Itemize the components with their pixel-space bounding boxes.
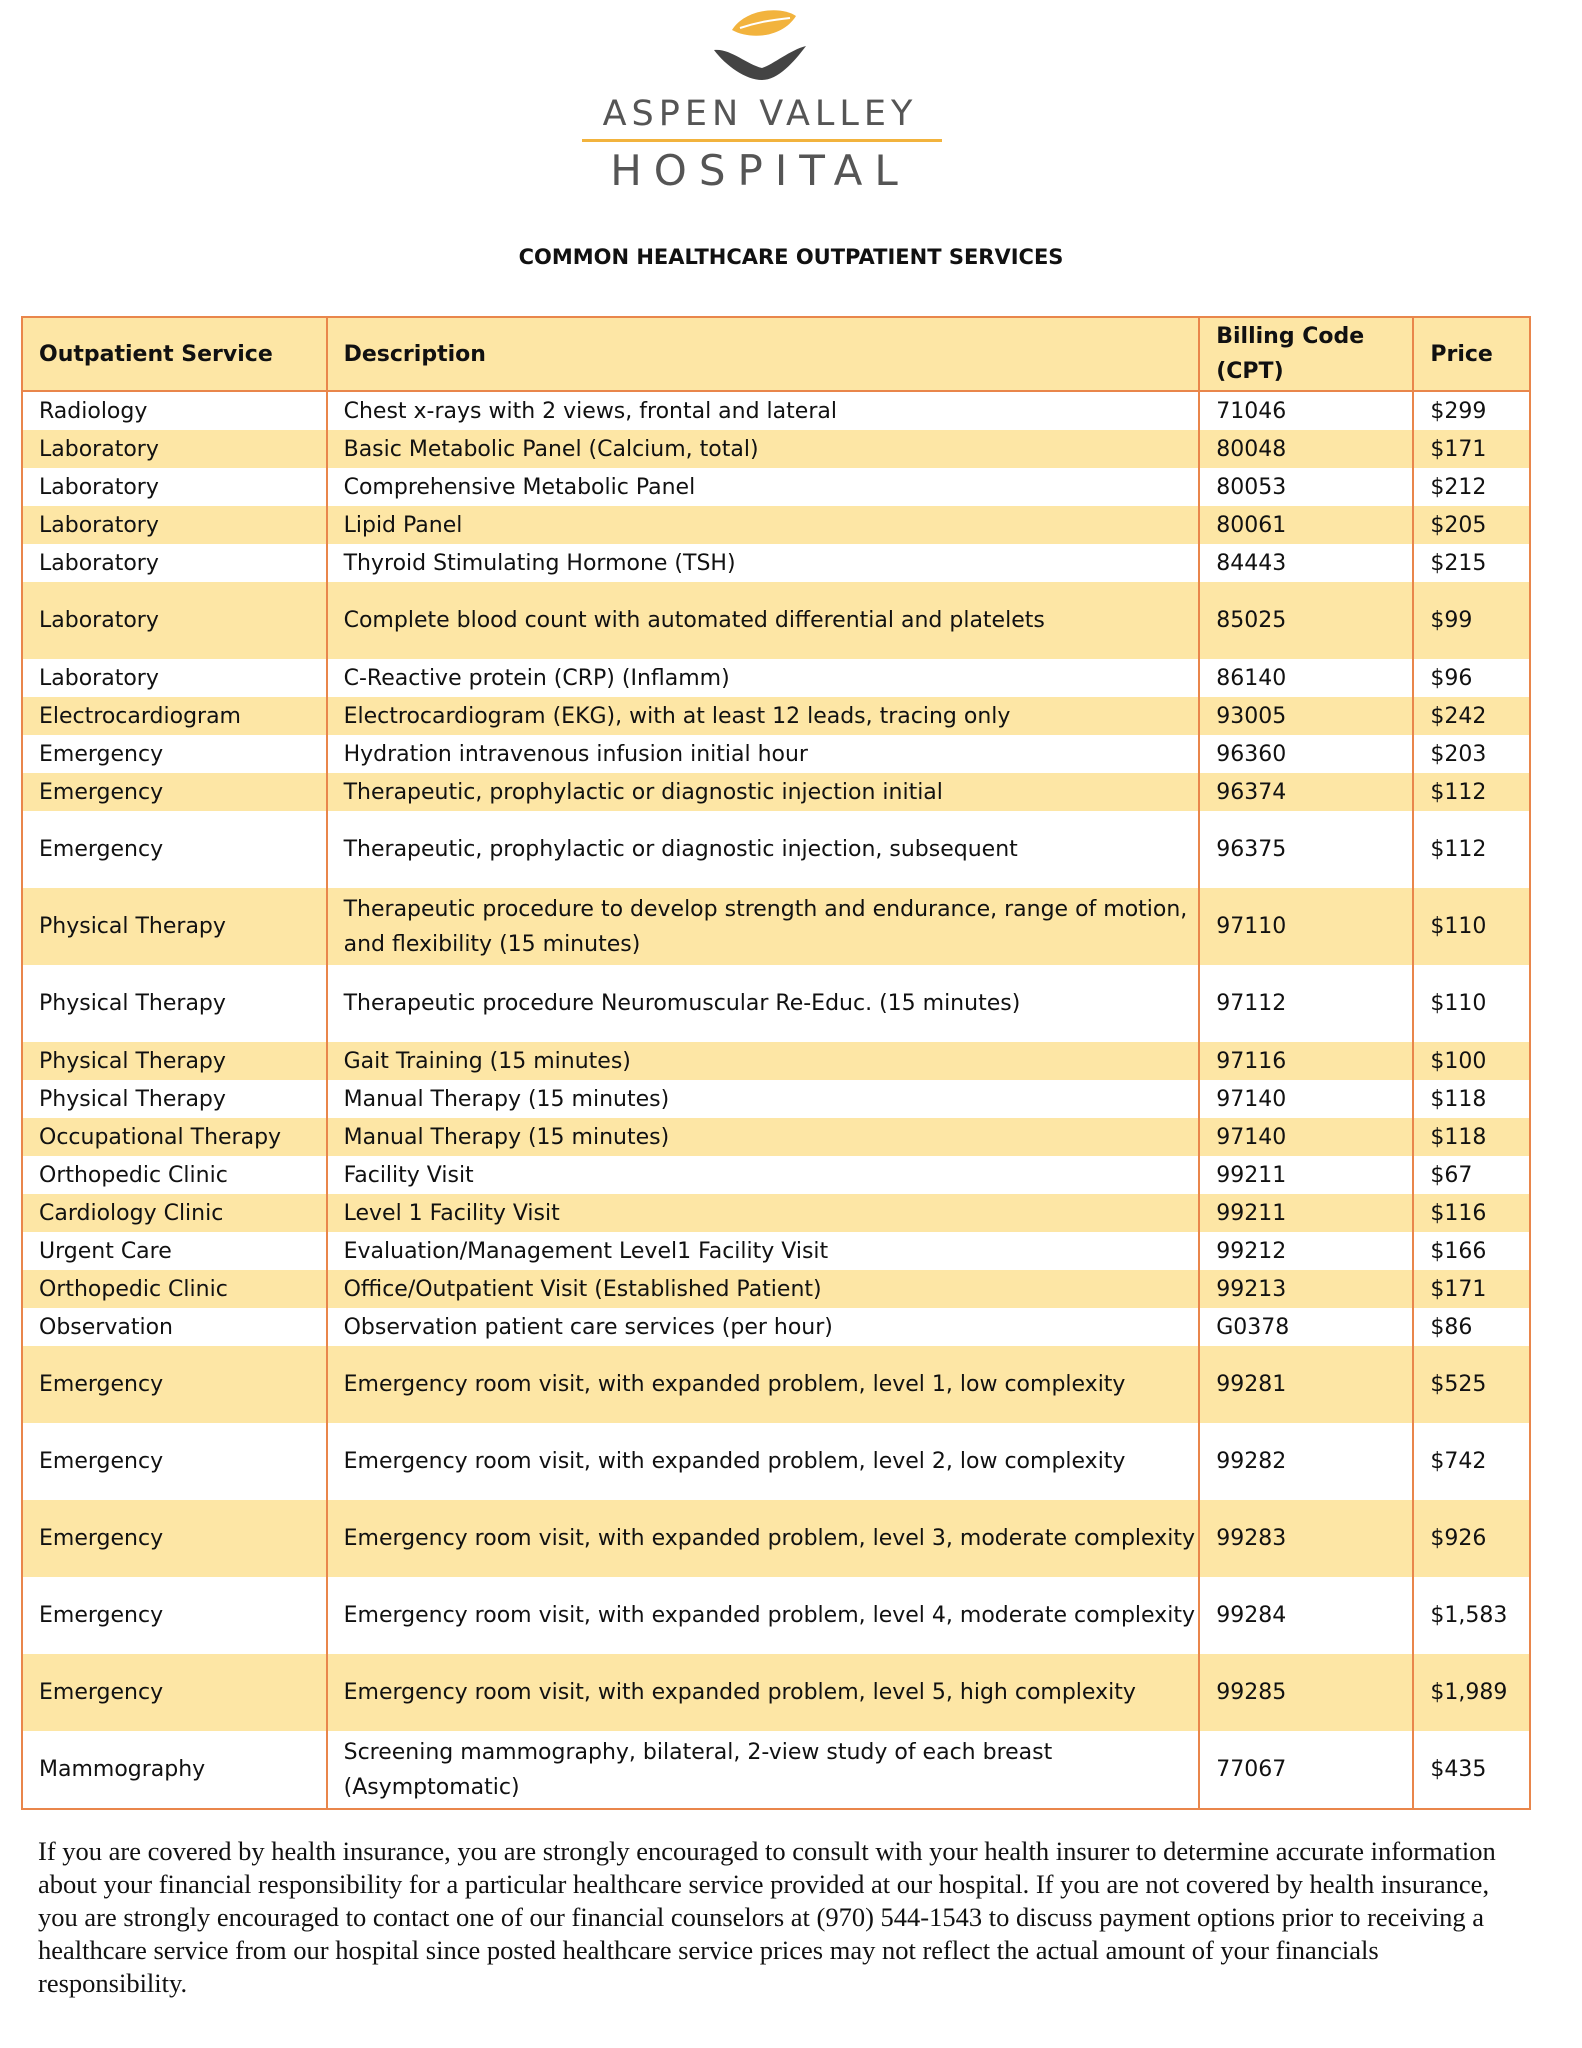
cell-description: Thyroid Stimulating Hormone (TSH) <box>327 544 1200 582</box>
cell-price: $112 <box>1413 773 1530 811</box>
cell-service: Occupational Therapy <box>22 1118 327 1156</box>
cell-description: Hydration intravenous infusion initial hour <box>327 735 1200 773</box>
table-row <box>22 735 1530 773</box>
table-row <box>22 1232 1530 1270</box>
cell-billing-code: 99282 <box>1199 1423 1413 1500</box>
table-row <box>22 468 1530 506</box>
cell-billing-code: 99213 <box>1199 1270 1413 1308</box>
cell-billing-code: 96375 <box>1199 811 1413 888</box>
table-row <box>22 1577 1530 1654</box>
cell-price: $116 <box>1413 1194 1530 1232</box>
cell-billing-code: 97140 <box>1199 1118 1413 1156</box>
cell-description: Emergency room visit, with expanded problem, level 5, high complexity <box>327 1654 1200 1731</box>
cell-service: Laboratory <box>22 544 327 582</box>
cell-price: $203 <box>1413 735 1530 773</box>
cell-price: $96 <box>1413 659 1530 697</box>
cell-price: $212 <box>1413 468 1530 506</box>
cell-billing-code: G0378 <box>1199 1308 1413 1346</box>
cell-price: $110 <box>1413 965 1530 1042</box>
table-row <box>22 430 1530 468</box>
cell-description: Therapeutic procedure to develop strength and endurance, range of motion, and flexibility (15 minutes) <box>327 888 1200 965</box>
cell-price: $1,583 <box>1413 1577 1530 1654</box>
cell-price: $118 <box>1413 1080 1530 1118</box>
cell-price: $1,989 <box>1413 1654 1530 1731</box>
cell-billing-code: 80053 <box>1199 468 1413 506</box>
cell-billing-code: 71046 <box>1199 391 1413 430</box>
cell-price: $525 <box>1413 1346 1530 1423</box>
table-row <box>22 1270 1530 1308</box>
cell-service: Physical Therapy <box>22 1080 327 1118</box>
cell-description: Lipid Panel <box>327 506 1200 544</box>
cell-service: Radiology <box>22 391 327 430</box>
cell-description: Basic Metabolic Panel (Calcium, total) <box>327 430 1200 468</box>
cell-description: C-Reactive protein (CRP) (Inflamm) <box>327 659 1200 697</box>
cell-billing-code: 99283 <box>1199 1500 1413 1577</box>
cell-price: $299 <box>1413 391 1530 430</box>
cell-description: Emergency room visit, with expanded problem, level 1, low complexity <box>327 1346 1200 1423</box>
cell-description: Office/Outpatient Visit (Established Patient) <box>327 1270 1200 1308</box>
cell-billing-code: 97110 <box>1199 888 1413 965</box>
cell-description: Manual Therapy (15 minutes) <box>327 1118 1200 1156</box>
table-row <box>22 697 1530 735</box>
logo-divider <box>582 139 942 142</box>
header-billing-code: Billing Code (CPT) <box>1199 317 1413 391</box>
cell-price: $171 <box>1413 430 1530 468</box>
cell-price: $171 <box>1413 1270 1530 1308</box>
table-row <box>22 1194 1530 1232</box>
cell-price: $435 <box>1413 1731 1530 1809</box>
cell-service: Laboratory <box>22 659 327 697</box>
cell-description: Complete blood count with automated differential and platelets <box>327 582 1200 659</box>
cell-billing-code: 99211 <box>1199 1156 1413 1194</box>
table-row <box>22 888 1530 965</box>
table-row <box>22 1346 1530 1423</box>
cell-billing-code: 97116 <box>1199 1042 1413 1080</box>
table-row <box>22 773 1530 811</box>
cell-service: Emergency <box>22 1654 327 1731</box>
cell-description: Chest x-rays with 2 views, frontal and lateral <box>327 391 1200 430</box>
table-row <box>22 1423 1530 1500</box>
cell-service: Electrocardiogram <box>22 697 327 735</box>
cell-service: Urgent Care <box>22 1232 327 1270</box>
hospital-logo <box>560 6 960 195</box>
cell-description: Evaluation/Management Level1 Facility Visit <box>327 1232 1200 1270</box>
table-row <box>22 1080 1530 1118</box>
cell-billing-code: 85025 <box>1199 582 1413 659</box>
insurance-disclaimer: If you are covered by health insurance, you are strongly encouraged to consult with your health insurer to determine accurate information about your financial responsibility for a particular healthcare service provided at our hospital. If you are not covered by health insurance, you are strongly encouraged to contact one of our financial counselors at (970) 544-1543 to discuss payment options prior to receiving a healthcare service from our hospital since posted healthcare service prices may not reflect the actual amount of your financials responsibility. <box>38 1836 1496 1998</box>
cell-description: Level 1 Facility Visit <box>327 1194 1200 1232</box>
cell-service: Emergency <box>22 1346 327 1423</box>
cell-price: $118 <box>1413 1118 1530 1156</box>
table-row <box>22 659 1530 697</box>
table-row <box>22 1156 1530 1194</box>
cell-price: $742 <box>1413 1423 1530 1500</box>
cell-billing-code: 99281 <box>1199 1346 1413 1423</box>
cell-description: Gait Training (15 minutes) <box>327 1042 1200 1080</box>
header-outpatient-service: Outpatient Service <box>22 317 327 391</box>
cell-description: Emergency room visit, with expanded problem, level 4, moderate complexity <box>327 1577 1200 1654</box>
header-description: Description <box>327 317 1200 391</box>
cell-service: Laboratory <box>22 468 327 506</box>
cell-service: Emergency <box>22 1500 327 1577</box>
table-row <box>22 965 1530 1042</box>
cell-price: $166 <box>1413 1232 1530 1270</box>
cell-price: $99 <box>1413 582 1530 659</box>
cell-service: Cardiology Clinic <box>22 1194 327 1232</box>
cell-billing-code: 77067 <box>1199 1731 1413 1809</box>
cell-price: $205 <box>1413 506 1530 544</box>
cell-price: $86 <box>1413 1308 1530 1346</box>
table-row <box>22 811 1530 888</box>
cell-price: $67 <box>1413 1156 1530 1194</box>
cell-service: Physical Therapy <box>22 888 327 965</box>
cell-billing-code: 93005 <box>1199 697 1413 735</box>
cell-service: Emergency <box>22 735 327 773</box>
cell-billing-code: 99284 <box>1199 1577 1413 1654</box>
cell-price: $100 <box>1413 1042 1530 1080</box>
cell-billing-code: 97140 <box>1199 1080 1413 1118</box>
cell-billing-code: 96360 <box>1199 735 1413 773</box>
cell-price: $215 <box>1413 544 1530 582</box>
cell-price: $926 <box>1413 1500 1530 1577</box>
cell-billing-code: 97112 <box>1199 965 1413 1042</box>
cell-description: Therapeutic, prophylactic or diagnostic injection initial <box>327 773 1200 811</box>
table-row <box>22 1654 1530 1731</box>
cell-service: Observation <box>22 1308 327 1346</box>
table-row <box>22 1042 1530 1080</box>
cell-service: Mammography <box>22 1731 327 1809</box>
leaf-hand-icon <box>710 6 810 86</box>
cell-service: Emergency <box>22 811 327 888</box>
cell-billing-code: 86140 <box>1199 659 1413 697</box>
cell-service: Orthopedic Clinic <box>22 1270 327 1308</box>
header-price: Price <box>1413 317 1530 391</box>
cell-service: Laboratory <box>22 582 327 659</box>
cell-description: Therapeutic, prophylactic or diagnostic injection, subsequent <box>327 811 1200 888</box>
cell-description: Therapeutic procedure Neuromuscular Re-Educ. (15 minutes) <box>327 965 1200 1042</box>
cell-price: $112 <box>1413 811 1530 888</box>
cell-description: Facility Visit <box>327 1156 1200 1194</box>
cell-description: Manual Therapy (15 minutes) <box>327 1080 1200 1118</box>
cell-description: Screening mammography, bilateral, 2-view study of each breast (Asymptomatic) <box>327 1731 1200 1809</box>
document-title: COMMON HEALTHCARE OUTPATIENT SERVICES <box>518 245 1064 269</box>
table-row <box>22 582 1530 659</box>
cell-service: Emergency <box>22 1577 327 1654</box>
logo-text-aspen-valley: ASPEN VALLEY <box>602 94 918 134</box>
table-row <box>22 1308 1530 1346</box>
cell-service: Physical Therapy <box>22 1042 327 1080</box>
cell-description: Emergency room visit, with expanded problem, level 2, low complexity <box>327 1423 1200 1500</box>
cell-description: Emergency room visit, with expanded problem, level 3, moderate complexity <box>327 1500 1200 1577</box>
cell-service: Emergency <box>22 773 327 811</box>
cell-billing-code: 84443 <box>1199 544 1413 582</box>
cell-service: Physical Therapy <box>22 965 327 1042</box>
cell-billing-code: 80048 <box>1199 430 1413 468</box>
table-row <box>22 544 1530 582</box>
logo-text-hospital: HOSPITAL <box>610 146 910 195</box>
table-row <box>22 1731 1530 1809</box>
cell-service: Laboratory <box>22 430 327 468</box>
cell-billing-code: 99285 <box>1199 1654 1413 1731</box>
table-body <box>22 391 1530 1809</box>
table-row <box>22 1118 1530 1156</box>
cell-service: Orthopedic Clinic <box>22 1156 327 1194</box>
table-row <box>22 391 1530 430</box>
cell-description: Observation patient care services (per hour) <box>327 1308 1200 1346</box>
cell-service: Laboratory <box>22 506 327 544</box>
table-row <box>22 506 1530 544</box>
services-price-table <box>21 316 1531 1810</box>
cell-billing-code: 99212 <box>1199 1232 1413 1270</box>
cell-description: Electrocardiogram (EKG), with at least 12 leads, tracing only <box>327 697 1200 735</box>
cell-price: $110 <box>1413 888 1530 965</box>
table-row <box>22 1500 1530 1577</box>
cell-price: $242 <box>1413 697 1530 735</box>
table-header-row <box>22 317 1530 391</box>
cell-service: Emergency <box>22 1423 327 1500</box>
cell-description: Comprehensive Metabolic Panel <box>327 468 1200 506</box>
cell-billing-code: 80061 <box>1199 506 1413 544</box>
cell-billing-code: 96374 <box>1199 773 1413 811</box>
cell-billing-code: 99211 <box>1199 1194 1413 1232</box>
